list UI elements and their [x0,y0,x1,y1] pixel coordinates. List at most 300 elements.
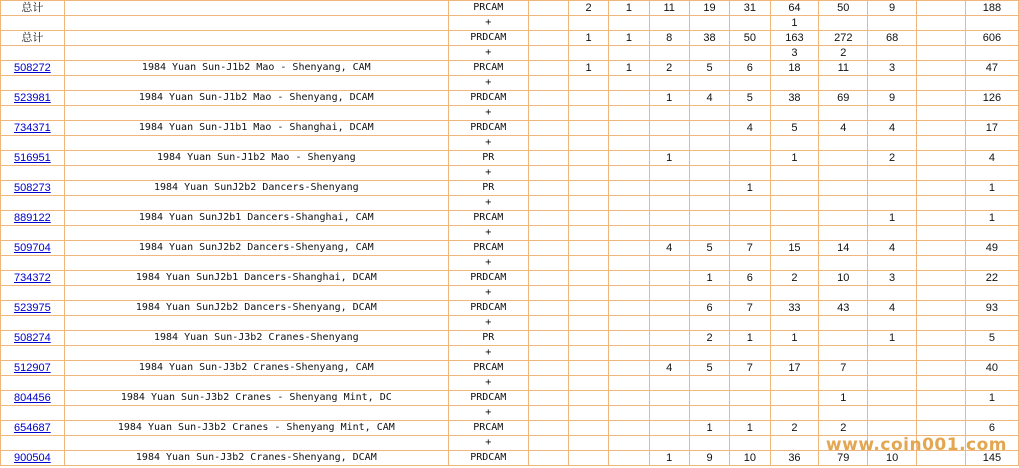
grade-count-cell: 2 [689,331,729,346]
grade-count-cell [868,391,917,406]
coin-description: 1984 Yuan SunJ2b1 Dancers-Shanghai, CAM [64,211,448,226]
grade-count-cell [689,121,729,136]
grade-count-cell [868,181,917,196]
grade-count-cell [528,376,568,391]
grade-count-cell [770,106,819,121]
cert-number-link[interactable]: 889122 [13,212,51,224]
total-count-cell: 1 [965,181,1018,196]
grade-designation: + [448,316,528,331]
grade-count-cell [770,181,819,196]
grade-count-cell [819,376,868,391]
grade-count-cell [528,271,568,286]
grade-count-cell [770,436,819,451]
table-row-plus [1,286,1019,301]
grade-count-cell [819,76,868,91]
coin-description [64,196,448,211]
cert-number-link[interactable]: 509704 [13,242,51,254]
grade-count-cell [770,391,819,406]
grade-count-cell: 8 [649,31,689,46]
grade-count-cell [917,121,966,136]
grade-count-cell [868,166,917,181]
grade-count-cell [528,46,568,61]
grade-count-cell [917,211,966,226]
coin-description [64,166,448,181]
grade-count-cell [819,181,868,196]
cert-cell [1,451,65,466]
grade-count-cell [528,31,568,46]
cert-number-link[interactable]: 523981 [13,92,51,104]
grade-count-cell: 4 [649,241,689,256]
grade-count-cell [868,316,917,331]
grade-count-cell [609,211,649,226]
coin-description [64,46,448,61]
grade-count-cell: 4 [730,121,770,136]
total-count-cell [965,346,1018,361]
grade-count-cell [649,406,689,421]
grade-designation: PRCAM [448,421,528,436]
grade-count-cell [528,406,568,421]
coin-description [64,136,448,151]
grade-count-cell [917,241,966,256]
grade-count-cell [528,76,568,91]
grade-count-cell [819,331,868,346]
coin-description [64,31,448,46]
grade-count-cell [609,316,649,331]
table-row [1,211,1019,226]
grade-count-cell: 2 [770,421,819,436]
cert-number-link[interactable]: 508274 [13,332,51,344]
grade-count-cell [568,316,608,331]
grade-count-cell [568,166,608,181]
grade-count-cell [689,256,729,271]
grade-count-cell [868,436,917,451]
coin-description: 1984 Yuan Sun-J3b2 Cranes - Shenyang Mint, CAM [64,421,448,436]
table-row-plus [1,436,1019,451]
total-count-cell [965,166,1018,181]
grade-count-cell: 2 [568,1,608,16]
grade-count-cell: 5 [689,241,729,256]
grade-count-cell [689,166,729,181]
grade-count-cell [568,286,608,301]
grade-count-cell [819,136,868,151]
grade-count-cell [528,241,568,256]
grade-count-cell [649,106,689,121]
table-row-plus [1,346,1019,361]
total-count-cell: 145 [965,451,1018,466]
grade-count-cell: 38 [770,91,819,106]
table-row [1,61,1019,76]
table-body [1,1,1019,466]
grade-designation: + [448,286,528,301]
total-count-cell: 22 [965,271,1018,286]
grade-count-cell: 1 [568,31,608,46]
grade-designation: PRDCAM [448,451,528,466]
table-row-total [1,31,1019,46]
grade-count-cell: 4 [819,121,868,136]
grade-designation: PR [448,181,528,196]
grade-count-cell [528,151,568,166]
coin-description [64,106,448,121]
table-row-plus [1,166,1019,181]
blank-cell [1,436,65,451]
grade-count-cell [730,136,770,151]
grade-count-cell [609,136,649,151]
blank-cell [1,46,65,61]
coin-description [64,376,448,391]
grade-count-cell: 6 [730,61,770,76]
grade-count-cell [689,346,729,361]
grade-count-cell [568,151,608,166]
grade-count-cell: 1 [868,211,917,226]
grade-count-cell: 7 [730,301,770,316]
grade-count-cell [730,406,770,421]
total-count-cell: 1 [965,211,1018,226]
grade-count-cell: 69 [819,91,868,106]
total-count-cell: 188 [965,1,1018,16]
grade-count-cell [730,436,770,451]
grade-count-cell: 64 [770,1,819,16]
grade-count-cell [917,196,966,211]
grade-count-cell [528,1,568,16]
cert-number-link[interactable]: 512907 [13,362,51,374]
cert-number-link[interactable]: 523975 [13,302,51,314]
grade-designation: + [448,46,528,61]
grade-count-cell: 1 [868,331,917,346]
grade-count-cell: 17 [770,361,819,376]
grade-count-cell [770,166,819,181]
grade-count-cell [568,376,608,391]
grade-count-cell [917,76,966,91]
grade-designation: PRDCAM [448,91,528,106]
table-row [1,451,1019,466]
grade-count-cell [917,91,966,106]
grade-count-cell: 18 [770,61,819,76]
grade-count-cell [568,361,608,376]
grade-count-cell [917,166,966,181]
total-count-cell [965,76,1018,91]
blank-cell [1,106,65,121]
coin-description: 1984 Yuan SunJ2b2 Dancers-Shenyang, DCAM [64,301,448,316]
total-count-cell [965,436,1018,451]
grade-designation: + [448,136,528,151]
grade-designation: + [448,16,528,31]
grade-count-cell [917,406,966,421]
grade-count-cell [730,151,770,166]
grade-count-cell [819,196,868,211]
grade-designation: + [448,166,528,181]
grade-count-cell [528,256,568,271]
cert-number-link[interactable]: 804456 [13,392,51,404]
grade-count-cell [689,406,729,421]
grade-count-cell [649,301,689,316]
total-count-cell: 6 [965,421,1018,436]
table-row [1,421,1019,436]
total-count-cell: 4 [965,151,1018,166]
grade-count-cell [689,376,729,391]
grade-count-cell: 5 [689,361,729,376]
grade-count-cell [689,436,729,451]
grade-count-cell [568,331,608,346]
total-count-cell: 47 [965,61,1018,76]
grade-count-cell [730,211,770,226]
grade-count-cell [649,436,689,451]
grade-count-cell [770,196,819,211]
coin-description [64,406,448,421]
grade-count-cell: 10 [868,451,917,466]
grade-count-cell [917,451,966,466]
table-row-plus [1,196,1019,211]
grade-count-cell: 2 [649,61,689,76]
grade-count-cell: 1 [819,391,868,406]
blank-cell [1,16,65,31]
grade-designation: PRCAM [448,211,528,226]
coin-description: 1984 Yuan Sun-J3b2 Cranes-Shenyang, CAM [64,361,448,376]
grade-count-cell [568,406,608,421]
grade-count-cell: 1 [649,91,689,106]
grade-count-cell [819,406,868,421]
grade-count-cell [689,181,729,196]
cert-cell [1,301,65,316]
coin-description: 1984 Yuan SunJ2b1 Dancers-Shanghai, DCAM [64,271,448,286]
blank-cell [1,346,65,361]
grade-count-cell: 1 [609,31,649,46]
grade-count-cell [568,391,608,406]
cert-number-link[interactable]: 508273 [13,182,51,194]
grade-count-cell [568,256,608,271]
grade-designation: + [448,406,528,421]
grade-count-cell [770,316,819,331]
grade-count-cell [917,31,966,46]
grade-designation: + [448,436,528,451]
cert-cell [1,151,65,166]
grade-count-cell: 11 [649,1,689,16]
cert-number-link[interactable]: 900504 [13,452,51,464]
grade-count-cell [528,316,568,331]
grade-count-cell: 6 [730,271,770,286]
grade-count-cell [730,316,770,331]
grade-count-cell: 4 [689,91,729,106]
grade-count-cell: 2 [819,46,868,61]
grade-designation: + [448,226,528,241]
coin-description [64,226,448,241]
blank-cell [1,76,65,91]
coin-description: 1984 Yuan Sun-J3b2 Cranes - Shenyang Mint, DC [64,391,448,406]
coin-description [64,1,448,16]
total-count-cell: 606 [965,31,1018,46]
table-row-plus [1,316,1019,331]
grade-count-cell: 1 [770,151,819,166]
grade-count-cell: 1 [649,151,689,166]
grade-count-cell [528,106,568,121]
grade-count-cell [917,421,966,436]
grade-count-cell [730,166,770,181]
coin-description [64,436,448,451]
grade-count-cell: 7 [730,361,770,376]
grade-count-cell: 1 [568,61,608,76]
grade-count-cell [689,391,729,406]
grade-count-cell: 3 [868,61,917,76]
grade-count-cell [917,256,966,271]
coin-description: 1984 Yuan Sun-J1b1 Mao - Shanghai, DCAM [64,121,448,136]
grade-count-cell: 5 [730,91,770,106]
grade-count-cell [868,226,917,241]
total-count-cell: 126 [965,91,1018,106]
grade-count-cell: 36 [770,451,819,466]
grade-count-cell [649,181,689,196]
total-count-cell [965,196,1018,211]
grade-count-cell [917,436,966,451]
grade-count-cell [730,196,770,211]
grade-count-cell [730,256,770,271]
table-row-plus [1,106,1019,121]
grade-count-cell [568,241,608,256]
grade-count-cell [917,226,966,241]
grade-count-cell [609,181,649,196]
grade-count-cell [689,106,729,121]
total-count-cell: 93 [965,301,1018,316]
grade-count-cell [528,361,568,376]
grade-designation: + [448,346,528,361]
grade-count-cell [568,451,608,466]
grade-count-cell [819,346,868,361]
grade-count-cell [689,316,729,331]
grade-count-cell [568,211,608,226]
grade-count-cell: 1 [730,181,770,196]
grade-count-cell [689,211,729,226]
cert-cell [1,271,65,286]
coin-description [64,16,448,31]
grade-count-cell [649,376,689,391]
total-count-cell: 17 [965,121,1018,136]
grade-count-cell [689,196,729,211]
grade-count-cell: 33 [770,301,819,316]
cert-number-link[interactable]: 734371 [13,122,51,134]
grade-count-cell: 1 [730,331,770,346]
grade-count-cell [568,346,608,361]
grade-count-cell: 2 [868,151,917,166]
grade-count-cell [528,181,568,196]
total-count-cell [965,286,1018,301]
coin-description: 1984 Yuan SunJ2b2 Dancers-Shenyang, CAM [64,241,448,256]
cert-number-link[interactable]: 508272 [13,62,51,74]
total-count-cell [965,106,1018,121]
grade-count-cell [609,391,649,406]
grade-count-cell: 1 [770,331,819,346]
table-row-plus [1,16,1019,31]
coin-description [64,256,448,271]
coin-description: 1984 Yuan SunJ2b2 Dancers-Shenyang [64,181,448,196]
grade-count-cell: 7 [730,241,770,256]
grade-count-cell [770,256,819,271]
grade-count-cell: 10 [819,271,868,286]
grade-count-cell: 163 [770,31,819,46]
grade-count-cell [917,301,966,316]
grade-count-cell [770,136,819,151]
grade-count-cell [528,226,568,241]
grade-count-cell [609,16,649,31]
grade-count-cell [609,46,649,61]
coin-description: 1984 Yuan Sun-J3b2 Cranes-Shenyang, DCAM [64,451,448,466]
grade-designation: PRCAM [448,241,528,256]
grade-count-cell [868,346,917,361]
grade-count-cell [689,151,729,166]
grade-count-cell [770,226,819,241]
grade-count-cell: 68 [868,31,917,46]
grade-count-cell [649,226,689,241]
grade-count-cell [649,331,689,346]
cert-cell [1,361,65,376]
cert-number-link[interactable]: 654687 [13,422,51,434]
grade-count-cell [528,301,568,316]
grade-count-cell [819,16,868,31]
grade-designation: PRDCAM [448,121,528,136]
coin-description [64,316,448,331]
grade-count-cell [568,226,608,241]
grade-count-cell: 4 [868,121,917,136]
grade-count-cell [609,271,649,286]
grade-count-cell [568,136,608,151]
grade-count-cell [528,436,568,451]
grade-count-cell [649,256,689,271]
grade-count-cell [819,166,868,181]
grade-count-cell [609,361,649,376]
grade-count-cell [609,226,649,241]
grade-count-cell [689,76,729,91]
cert-cell [1,91,65,106]
table-row-plus [1,256,1019,271]
grade-count-cell: 3 [770,46,819,61]
grade-count-cell [649,421,689,436]
grade-count-cell [868,46,917,61]
table-row [1,241,1019,256]
grade-count-cell: 38 [689,31,729,46]
grade-count-cell [917,181,966,196]
grade-designation: PRCAM [448,1,528,16]
grade-count-cell [609,406,649,421]
coin-description: 1984 Yuan Sun-J1b2 Mao - Shenyang, CAM [64,61,448,76]
grade-count-cell [609,151,649,166]
grade-count-cell [568,421,608,436]
cert-number-link[interactable]: 734372 [13,272,51,284]
blank-cell [1,286,65,301]
grade-count-cell: 272 [819,31,868,46]
grade-count-cell [649,271,689,286]
grade-count-cell [868,421,917,436]
grade-count-cell [917,331,966,346]
total-count-cell [965,226,1018,241]
cert-number-link[interactable]: 516951 [13,152,51,164]
table-row [1,151,1019,166]
total-label: 总计 [1,31,65,46]
grade-count-cell [868,196,917,211]
site-watermark: www.coin001.com [825,435,1007,455]
grade-count-cell: 6 [689,301,729,316]
grade-count-cell [528,211,568,226]
grade-count-cell: 5 [689,61,729,76]
coin-description [64,346,448,361]
cert-cell [1,391,65,406]
grade-designation: + [448,196,528,211]
grade-count-cell: 9 [868,91,917,106]
grade-count-cell: 1 [689,421,729,436]
grade-count-cell [568,76,608,91]
table-row [1,271,1019,286]
grade-count-cell [819,226,868,241]
coin-description [64,76,448,91]
grade-count-cell [528,166,568,181]
grade-count-cell: 2 [770,271,819,286]
total-count-cell [965,316,1018,331]
